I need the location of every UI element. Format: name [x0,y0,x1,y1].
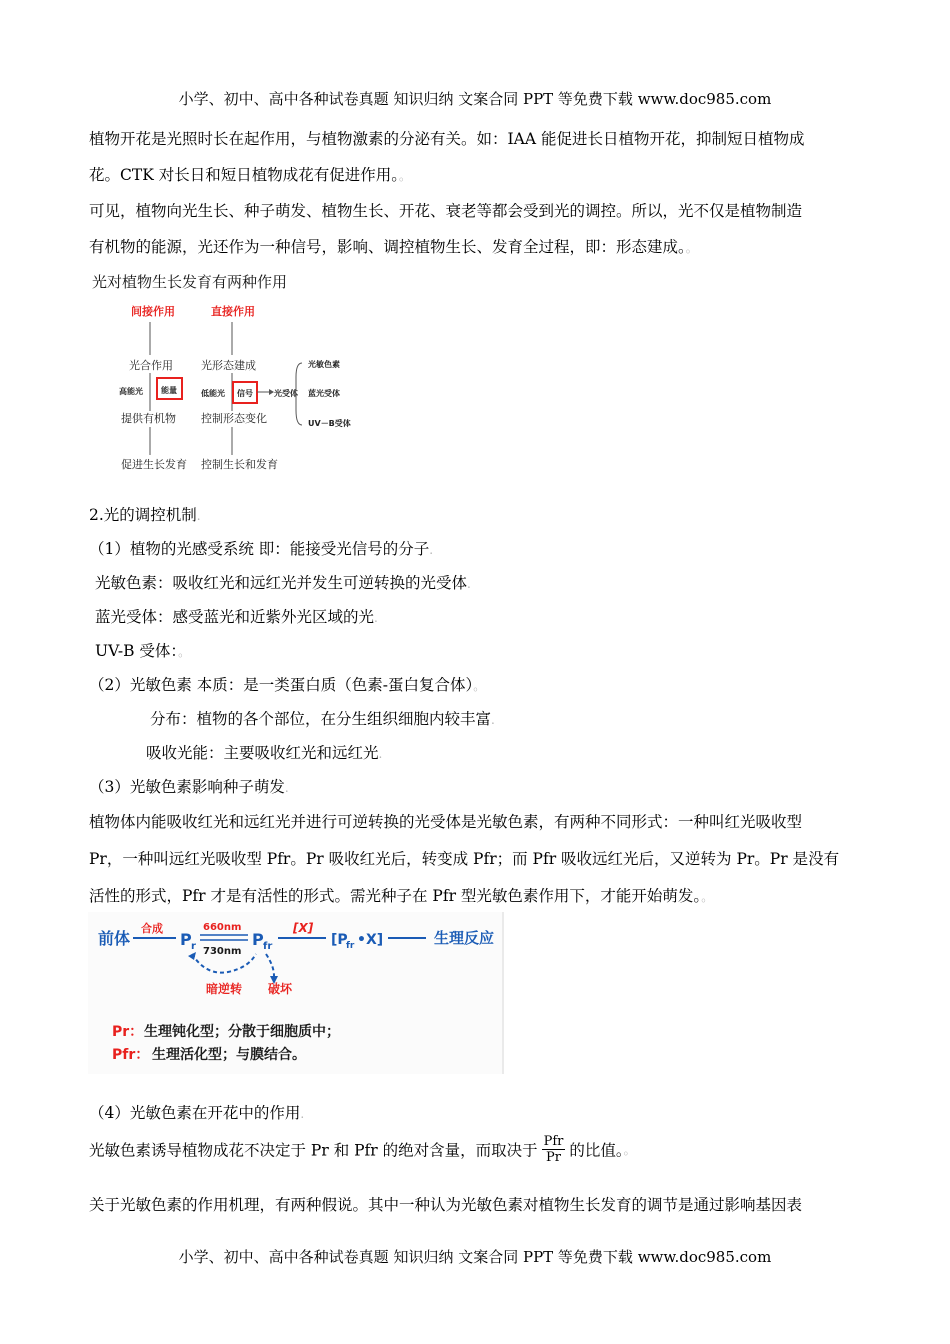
dark-label: 暗逆转 [206,982,243,996]
receptor-1: 光敏色素 [308,360,340,369]
section2-2-text: （2）光敏色素 本质：是一类蛋白质（色素-蛋白复合体） [89,676,474,694]
section2-1-text: （1）植物的光感受系统 即：能接受光信号的分子 [89,540,430,558]
absorb-text: 吸收光能：主要吸收红光和远红光 [146,744,379,762]
synth-label: 合成 [141,922,163,935]
light-effects-diagram [89,265,389,480]
indirect-label: 间接作用 [131,305,175,318]
para3-line3-text: 活性的形式，Pfr 才是有活性的形式。需光种子在 Pfr 型光敏色素作用下，才能开始萌发。 [89,887,702,905]
phytochrome-line: 光敏色素：吸收红光和远红光并发生可逆转换的光受体. [95,574,471,592]
direct-label: 直接作用 [211,305,255,318]
absorb-line: 吸收光能：主要吸收红光和远红光. [146,744,383,762]
para4-post: 的比值。 [569,1141,624,1160]
para4-pre: 光敏色素诱导植物成花不决定于 Pr 和 Pfr 的绝对含量，而取决于 [89,1141,538,1160]
para5-line1: 关于光敏色素的作用机理，有两种假说。其中一种认为光敏色素对植物生长发育的调节是通过影响基因表 [89,1196,803,1214]
pfr-desc-label: Pfr： [112,1047,150,1063]
pr-sub: r [191,941,196,952]
ratio-denominator: Pr [546,1150,561,1165]
receptor-label: 光受体 [274,389,298,398]
pfr-p: P [252,930,264,949]
distribution-text: 分布：植物的各个部位，在分生组织细胞内较丰富 [150,710,492,728]
pfr-sub: fr [263,941,273,952]
organic-label: 提供有机物 [121,412,176,425]
section2-4-text: （4）光敏色素在开花中的作用 [89,1104,301,1122]
low-energy-label: 低能光 [201,389,225,398]
x-label: [X] [293,921,314,935]
pfr-desc: 生理活化型；与膜结合。 [152,1047,306,1063]
ratio-numerator: Pfr [543,1134,564,1149]
section2-3-text: （3）光敏色素影响种子萌发 [89,778,285,796]
energy-label: 能量 [161,386,177,395]
complex-right: •X] [357,932,384,948]
page-footer: 小学、初中、高中各种试卷真题 知识归纳 文案合同 PPT 等免费下载 www.doc985.com [178,1248,772,1266]
uvb-receptor-text: UV-B 受体： [95,642,179,660]
section2-title-text: 2.光的调控机制 [89,506,197,524]
para3-line3: 活性的形式，Pfr 才是有活性的形式。需光种子在 Pfr 型光敏色素作用下，才能开始萌发。。 [89,887,714,905]
para3-line2: Pr，一种叫远红光吸收型 Pfr。Pr 吸收红光后，转变成 Pfr；而 Pfr 吸收远红光后，又逆转为 Pr。Pr 是没有 [89,850,840,868]
para1-line1: 植物开花是光照时长在起作用，与植物激素的分泌有关。如：IAA 能促进长日植物开花，抑制短日植物成 [89,130,805,148]
section2-title: 2.光的调控机制. [89,506,201,524]
pfr-pr-ratio [542,1134,566,1165]
control-growth-label: 控制生长和发育 [201,458,278,471]
nm660-label: 660nm [203,922,242,933]
page-header: 小学、初中、高中各种试卷真题 知识归纳 文案合同 PPT 等免费下载 www.doc985.com [178,90,772,108]
destroy-label: 破坏 [268,982,293,996]
uvb-receptor-line: UV-B 受体：。 [95,642,191,660]
promote-label: 促进生长发育 [121,458,187,471]
section2-2: （2）光敏色素 本质：是一类蛋白质（色素-蛋白复合体）。 [89,676,486,694]
blue-receptor-line: 蓝光受体：感受蓝光和近紫外光区域的光. [95,608,378,626]
section2-3: （3）光敏色素影响种子萌发. [89,778,289,796]
nm730-label: 730nm [203,946,242,957]
para2-line1: 可见，植物向光生长、种子萌发、植物生长、开花、衰老等都会受到光的调控。所以，光不仅是植物制造 [89,202,803,220]
complex-sub: fr [346,941,355,951]
para1-line2-text: 花。CTK 对长日和短日植物成花有促进作用。 [89,166,399,184]
reaction-label: 生理反应 [434,929,495,947]
phytochrome-text: 光敏色素：吸收红光和远红光并发生可逆转换的光受体 [95,574,468,592]
para1-line2: 花。CTK 对长日和短日植物成花有促进作用。。 [89,166,411,184]
distribution-line: 分布：植物的各个部位，在分生组织细胞内较丰富. [150,710,495,728]
receptor-3: UV－B受体 [308,419,351,428]
para3-line1: 植物体内能吸收红光和远红光并进行可逆转换的光受体是光敏色素，有两种不同形式：一种叫红光吸收型 [89,813,803,831]
pr-desc: 生理钝化型；分散于细胞质中； [144,1024,340,1040]
complex-left: [P [331,932,348,948]
photomorph-label: 光形态建成 [201,359,256,372]
diagram1-title: 光对植物生长发育有两种作用 [92,273,288,291]
blue-receptor-text: 蓝光受体：感受蓝光和近紫外光区域的光 [95,608,375,626]
receptor-2: 蓝光受体 [308,389,340,398]
para4: 光敏色素诱导植物成花不决定于 Pr 和 Pfr 的绝对含量，而取决于 $\frac{\text{Pfr}}{Pr}$ 的比值。。 [89,1134,636,1165]
para2-line2-text: 有机物的能源，光还作为一种信号，影响、调控植物生长、发育全过程，即：形态建成。 [89,238,686,256]
section2-1: （1）植物的光感受系统 即：能接受光信号的分子. [89,540,434,558]
high-energy-label: 高能光 [119,387,143,396]
pr-p: P [180,930,192,949]
photosynthesis-label: 光合作用 [129,359,173,372]
control-morph-label: 控制形态变化 [201,412,267,425]
section2-4: （4）光敏色素在开花中的作用. [89,1104,305,1122]
signal-label: 信号 [237,389,253,398]
precursor-label: 前体 [98,929,131,948]
phytochrome-conversion-diagram [88,912,504,1074]
para2-line2: 有机物的能源，光还作为一种信号，影响、调控植物生长、发育全过程，即：形态建成。。 [89,238,698,256]
pr-desc-label: Pr： [112,1024,144,1040]
